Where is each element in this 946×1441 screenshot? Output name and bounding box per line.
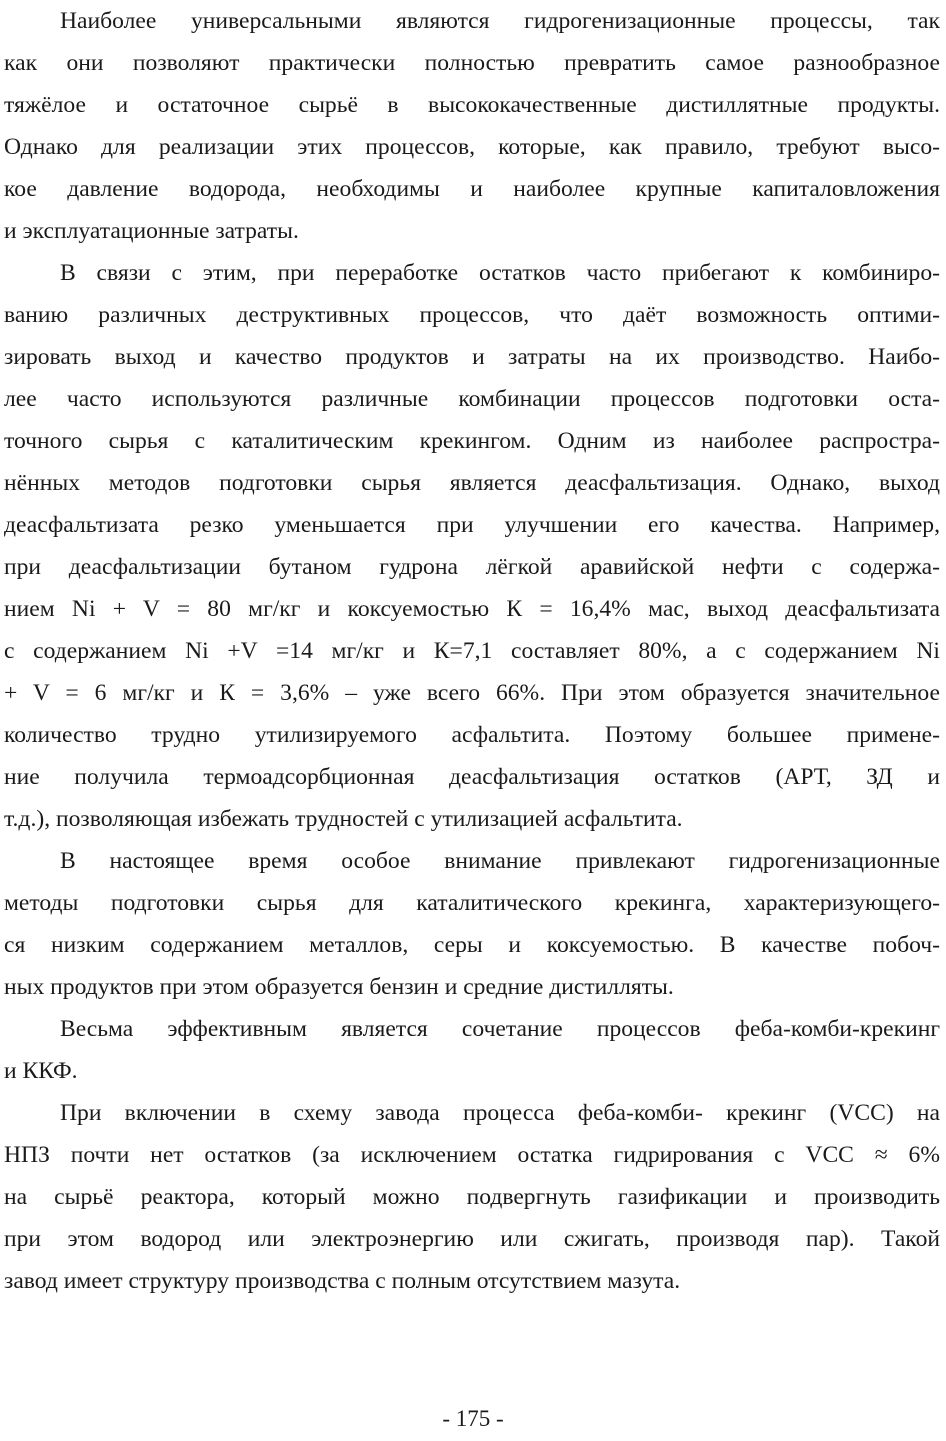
- text-line: ванию различных деструктивных процессов, что даёт возможность оптими-: [4, 302, 940, 328]
- text-line: Однако для реализации этих процессов, которые, как правило, требуют высо-: [4, 134, 940, 160]
- text-line: при деасфальтизации бутаном гудрона лёгкой аравийской нефти с содержа-: [4, 554, 940, 580]
- page-number: - 175 -: [442, 1406, 504, 1431]
- text-line: завод имеет структуру производства с полным отсутствием мазута.: [4, 1268, 681, 1294]
- text-line: методы подготовки сырья для каталитического крекинга, характеризующего-: [4, 890, 940, 916]
- text-line: на сырьё реактора, который можно подвергнуть газификации и производить: [4, 1184, 940, 1210]
- text-line: при этом водород или электроэнергию или сжигать, производя пар). Такой: [4, 1226, 940, 1252]
- text-line: т.д.), позволяющая избежать трудностей с утилизацией асфальтита.: [4, 806, 683, 832]
- text-line: тяжёлое и остаточное сырьё в высококачественные дистиллятные продукты.: [4, 92, 940, 118]
- text-line: деасфальтизата резко уменьшается при улучшении его качества. Например,: [4, 512, 940, 538]
- text-line: и эксплуатационные затраты.: [4, 218, 299, 244]
- text-line: как они позволяют практически полностью превратить самое разнообразное: [4, 50, 940, 76]
- text-line: нием Ni + V = 80 мг/кг и коксуемостью К = 16,4% мас, выход деасфальтизата: [4, 596, 940, 622]
- text-line: НПЗ почти нет остатков (за исключением остатка гидрирования с VCC ≈ 6%: [4, 1142, 940, 1168]
- paragraph-3: [4, 840, 940, 1008]
- text-line: ных продуктов при этом образуется бензин и средние дистилляты.: [4, 974, 674, 1000]
- text-line: нённых методов подготовки сырья является деасфальтизация. Однако, выход: [4, 470, 940, 496]
- text-line: В связи с этим, при переработке остатков часто прибегают к комбиниро-: [60, 260, 940, 286]
- text-line: ся низким содержанием металлов, серы и коксуемостью. В качестве побоч-: [4, 932, 940, 958]
- paragraph-4: [4, 1008, 940, 1092]
- text-line: Наиболее универсальными являются гидрогенизационные процессы, так: [60, 8, 940, 34]
- text-line: кое давление водорода, необходимы и наиболее крупные капиталовложения: [4, 176, 940, 202]
- text-line: Весьма эффективным является сочетание процессов феба-комби-крекинг: [60, 1016, 940, 1042]
- text-line: количество трудно утилизируемого асфальтита. Поэтому большее примене-: [4, 722, 940, 748]
- text-line: В настоящее время особое внимание привлекают гидрогенизационные: [60, 848, 940, 874]
- paragraph-5: [4, 1092, 940, 1302]
- text-line: При включении в схему завода процесса феба-комби- крекинг (VCC) на: [60, 1100, 940, 1126]
- text-line: лее часто используются различные комбинации процессов подготовки оста-: [4, 386, 940, 412]
- text-line: зировать выход и качество продуктов и затраты на их производство. Наибо-: [4, 344, 940, 370]
- text-line: точного сырья с каталитическим крекингом. Одним из наиболее распростра-: [4, 428, 940, 454]
- text-line: и ККФ.: [4, 1058, 78, 1084]
- text-line: ние получила термоадсорбционная деасфальтизация остатков (АРТ, ЗД и: [4, 764, 940, 790]
- text-line: с содержанием Ni +V =14 мг/кг и К=7,1 составляет 80%, а с содержанием Ni: [4, 638, 940, 664]
- paragraph-1: [4, 0, 940, 252]
- page-body: [4, 0, 940, 1302]
- text-line: + V = 6 мг/кг и К = 3,6% – уже всего 66%. При этом образуется значительное: [4, 680, 940, 706]
- paragraph-2: [4, 252, 940, 840]
